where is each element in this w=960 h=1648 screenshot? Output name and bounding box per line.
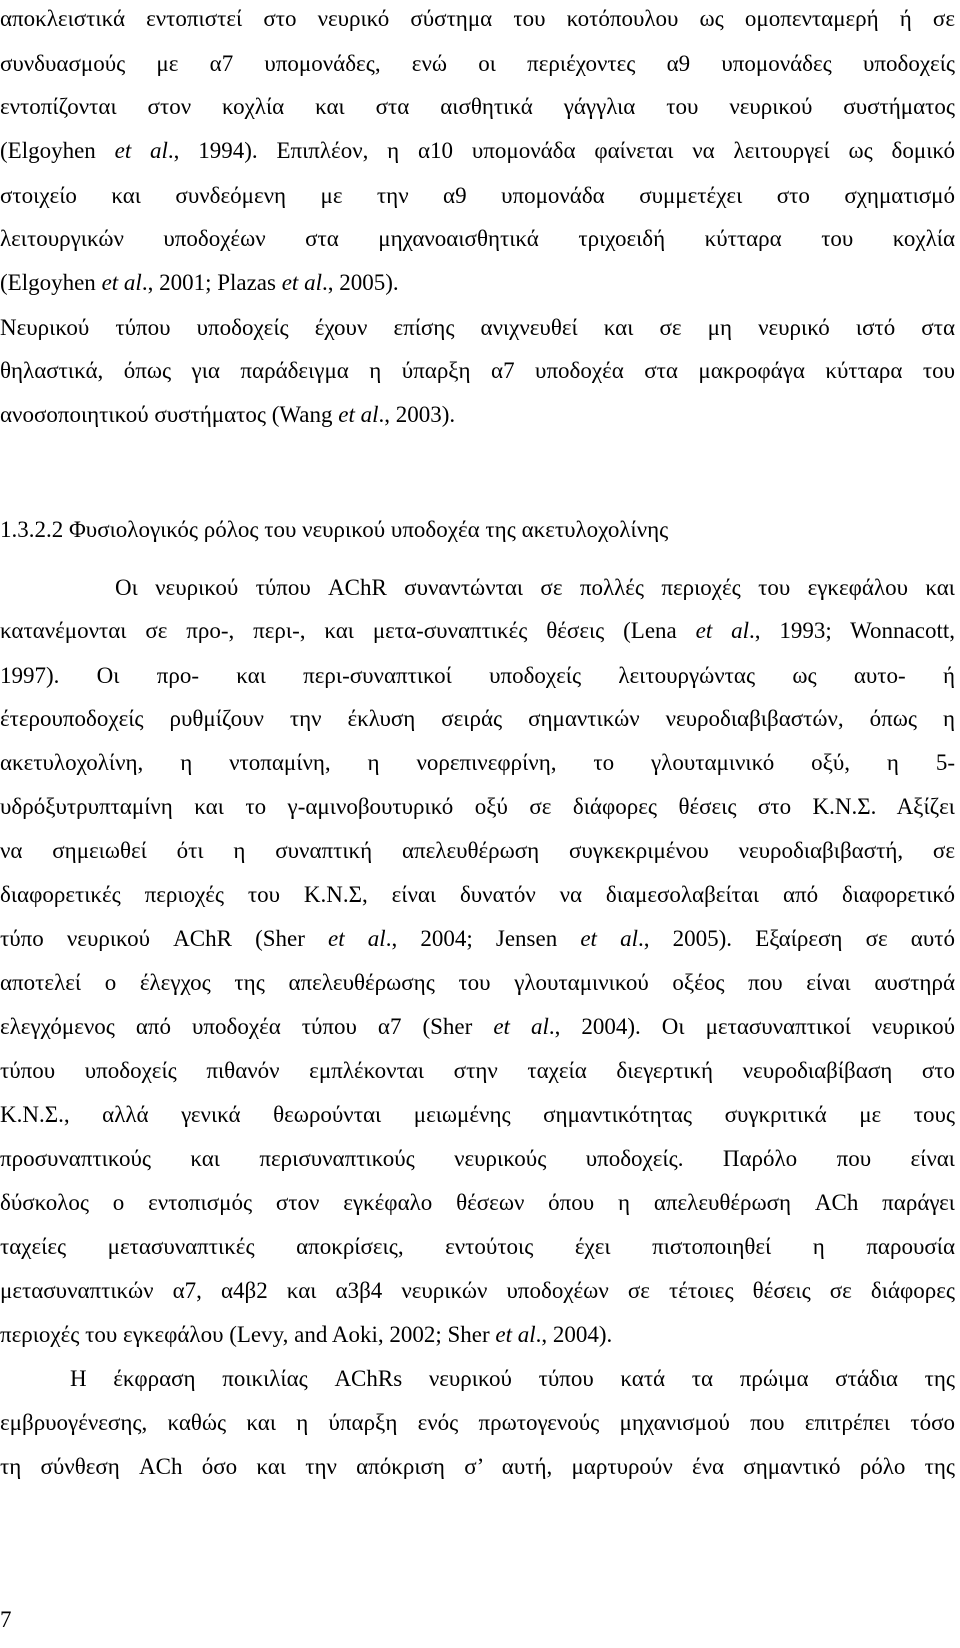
- text-run: στοιχείο και συνδεόμενη με την α9 υπομονάδα συμμετέχει στο σχηματισμό: [0, 183, 955, 208]
- text-run-italic: et al: [493, 1014, 549, 1039]
- text-run: κατανέμονται σε προ-, περι-, και μετα-συναπτικές θέσεις (Lena: [0, 618, 696, 643]
- text-run-italic: et al: [281, 270, 322, 295]
- text-run: ., 2004). Οι μετασυναπτικοί νευρικού: [548, 1014, 956, 1039]
- text-line: [115, 574, 955, 602]
- text-run: ., 2005). Εξαίρεση σε αυτό: [637, 926, 955, 951]
- text-run: 1997). Οι προ- και περι-συναπτικοί υποδοχείς λειτουργώντας ως αυτο- ή: [0, 663, 955, 688]
- text-run-italic: et al: [114, 138, 168, 163]
- text-line: [0, 50, 955, 78]
- text-run-italic: et al: [101, 270, 142, 295]
- text-line: [70, 1365, 955, 1393]
- text-line: [0, 401, 955, 429]
- text-run-italic: et al: [338, 402, 379, 427]
- text-run: λειτουργικών υποδοχέων στα μηχανοαισθητικά τριχοειδή κύτταρα του κοχλία: [0, 226, 955, 251]
- text-line: [0, 1277, 955, 1305]
- text-run: τη σύνθεση ACh όσο και την απόκριση σ’ αυτή, μαρτυρούν ένα σημαντικό ρόλο της: [0, 1454, 955, 1479]
- text-run: περιοχές του εγκεφάλου (Levy, and Aoki, 2002; Sher: [0, 1322, 496, 1347]
- text-line: [0, 1189, 955, 1217]
- section-heading: [0, 516, 955, 544]
- text-line: [0, 269, 955, 297]
- text-run: ταχείες μετασυναπτικές αποκρίσεις, εντούτοις έχει πιστοποιηθεί η παρουσία: [0, 1234, 955, 1259]
- text-run: δύσκολος ο εντοπισμός στον εγκέφαλο θέσεων όπου η απελευθέρωση ACh παράγει: [0, 1190, 955, 1215]
- text-run-italic: et al: [495, 1322, 536, 1347]
- section-heading-text: 1.3.2.2 Φυσιολογικός ρόλος του νευρικού υποδοχέα της ακετυλοχολίνης: [0, 517, 669, 542]
- text-run: εντοπίζονται στον κοχλία και στα αισθητικά γάγγλια του νευρικού συστήματος: [0, 94, 955, 119]
- text-run: υδρόξυτρυπταμίνη και το γ-αμινοβουτυρικό οξύ σε διάφορες θέσεις στο Κ.Ν.Σ. Αξίζει: [0, 794, 955, 819]
- text-line: [0, 662, 955, 690]
- text-line: [0, 837, 955, 865]
- text-line: [0, 1321, 955, 1349]
- text-run: ., 1993; Wonnacott,: [748, 618, 955, 643]
- text-run: Οι νευρικού τύπου AChR συναντώνται σε πολλές περιοχές του εγκεφάλου και: [115, 575, 955, 600]
- text-run: διαφορετικές περιοχές του Κ.Ν.Σ, είναι δυνατόν να διαμεσολαβείται από διαφορετικό: [0, 882, 955, 907]
- page-number: 7: [0, 1607, 12, 1632]
- text-run: ανοσοποιητικού συστήματος (Wang: [0, 402, 339, 427]
- text-run-italic: et al: [328, 926, 386, 951]
- text-run: ., 2005).: [321, 270, 399, 295]
- text-run: θηλαστικά, όπως για παράδειγμα η ύπαρξη α7 υποδοχέα στα μακροφάγα κύτταρα του: [0, 358, 955, 383]
- text-run: ., 2001; Plazas: [141, 270, 282, 295]
- text-run: έτερουποδοχείς ρυθμίζουν την έκλυση σειράς σημαντικών νευροδιαβιβαστών, όπως η: [0, 706, 955, 731]
- text-line: [0, 1057, 955, 1085]
- text-line: [0, 705, 955, 733]
- text-run: Η έκφραση ποικιλίας AChRs νευρικού τύπου κατά τα πρώιμα στάδια της: [70, 1366, 955, 1391]
- text-run-italic: et al: [580, 926, 638, 951]
- text-run: ., 1994). Επιπλέον, η α10 υπομονάδα φαίνεται να λειτουργεί ως δομικό: [167, 138, 955, 163]
- text-run: αποτελεί ο έλεγχος της απελευθέρωσης του γλουταμινικού οξέος που είναι αυστηρά: [0, 970, 955, 995]
- text-run: Νευρικού τύπου υποδοχείς έχουν επίσης ανιχνευθεί και σε μη νευρικό ιστό στα: [0, 315, 955, 340]
- text-run: ακετυλοχολίνη, η ντοπαμίνη, η νορεπινεφρίνη, το γλουταμινικό οξύ, η 5-: [0, 750, 955, 775]
- text-line: [0, 969, 955, 997]
- text-line: [0, 793, 955, 821]
- text-line: [0, 1101, 955, 1129]
- text-line: [0, 749, 955, 777]
- text-run: να σημειωθεί ότι η συναπτική απελευθέρωση συγκεκριμένου νευροδιαβιβαστή, σε: [0, 838, 955, 863]
- text-line: [0, 1409, 955, 1437]
- text-run: τύπο νευρικού AChR (Sher: [0, 926, 329, 951]
- text-run: εμβρυογένεσης, καθώς και η ύπαρξη ενός πρωτογενούς μηχανισμού που επιτρέπει τόσο: [0, 1410, 955, 1435]
- text-line: [0, 617, 955, 645]
- text-line: [0, 182, 955, 210]
- text-run: (Elgoyhen: [0, 138, 115, 163]
- text-run: συνδυασμούς με α7 υπομονάδες, ενώ οι περιέχοντες α9 υπομονάδες υποδοχείς: [0, 51, 955, 76]
- text-line: [0, 881, 955, 909]
- text-line: [0, 314, 955, 342]
- text-run: ., 2003).: [378, 402, 456, 427]
- text-line: [0, 137, 955, 165]
- text-line: [0, 5, 955, 33]
- text-run: Κ.Ν.Σ., αλλά γενικά θεωρούνται μειωμένης σημαντικότητας συγκριτικά με τους: [0, 1102, 955, 1127]
- text-run: προσυναπτικούς και περισυναπτικούς νευρικούς υποδοχείς. Παρόλο που είναι: [0, 1146, 955, 1171]
- text-line: [0, 925, 955, 953]
- text-run: ., 2004; Jensen: [385, 926, 581, 951]
- text-line: [0, 1145, 955, 1173]
- text-line: [0, 1013, 955, 1041]
- text-run: (Elgoyhen: [0, 270, 102, 295]
- text-run: ., 2004).: [535, 1322, 613, 1347]
- text-run-italic: et al: [695, 618, 749, 643]
- text-line: [0, 225, 955, 253]
- text-line: [0, 357, 955, 385]
- text-line: [0, 1453, 955, 1481]
- text-run: μετασυναπτικών α7, α4β2 και α3β4 νευρικών υποδοχέων σε τέτοιες θέσεις σε διάφορες: [0, 1278, 955, 1303]
- text-line: [0, 1233, 955, 1261]
- text-run: τύπου υποδοχείς πιθανόν εμπλέκονται στην ταχεία διεγερτική νευροδιαβίβαση στο: [0, 1058, 955, 1083]
- text-run: ελεγχόμενος από υποδοχέα τύπου α7 (Sher: [0, 1014, 494, 1039]
- text-line: [0, 93, 955, 121]
- text-run: αποκλειστικά εντοπιστεί στο νευρικό σύστημα του κοτόπουλου ως ομοπενταμερή ή σε: [0, 6, 955, 31]
